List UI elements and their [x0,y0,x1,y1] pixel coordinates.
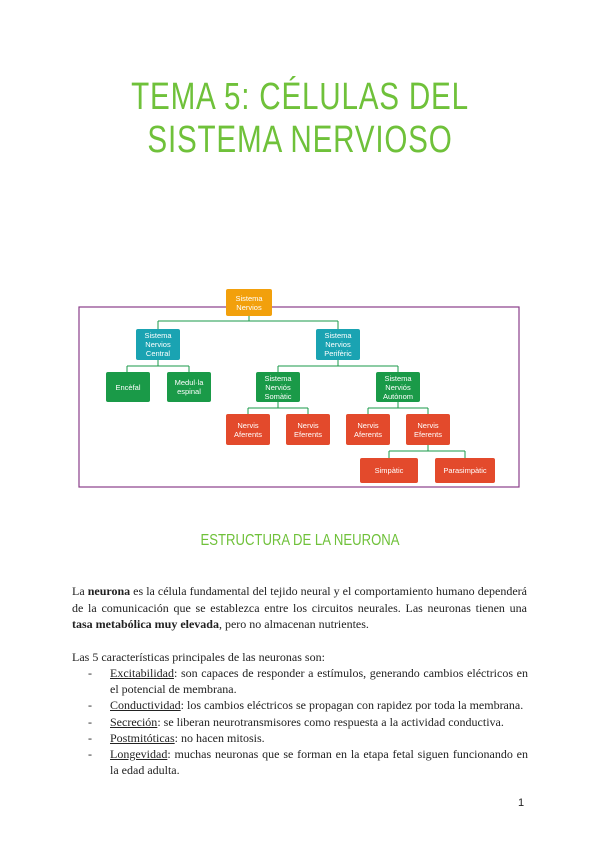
list-item: - Conductividad: los cambios eléctricos se propagan con rapidez por toda la membrana. [88,698,524,713]
node-sistema-nervios: Sistema Nervios [226,289,272,316]
node-sistema-nervios-autonom: Sistema Nerviós Autònom [376,372,420,402]
node-nervis-eferents-autonom: Nervis Eferents [406,414,450,445]
diagram-lines [0,280,600,495]
characteristics-list [72,665,528,778]
node-nervis-aferents-somatic: Nervis Aferents [226,414,270,445]
page-number: 1 [518,797,525,809]
intro-paragraph [72,583,527,633]
node-parasimpatic: Parasimpàtic [435,458,495,483]
node-nervis-aferents-autonom: Nervis Aferents [346,414,390,445]
list-text: : los cambios eléctricos se propagan con rapidez por toda la membrana. [180,698,524,713]
para-text: La [72,584,88,598]
section-heading: ESTRUCTURA DE LA NEURONA [200,532,400,549]
page-title: TEMA 5: CÉLULAS DEL SISTEMA NERVIOSO [131,76,469,161]
list-term: Excitabilidad [110,666,174,680]
para-text: , pero no almacenan nutrientes. [218,617,369,631]
node-sistema-nervios-somatic: Sistema Nerviós Somàtic [256,372,300,402]
node-simpatic: Simpàtic [360,458,418,483]
para-text: es la célula fundamental del tejido neural y el comportamiento humano dependerá de la comunicación que se establezca entre los circuitos neurales. Las neuronas tienen una [72,584,528,615]
node-nervis-eferents-somatic: Nervis Eferents [286,414,330,445]
node-encefal: Encèfal [106,372,150,402]
list-term: Secreción [110,714,158,729]
list-item: - Longevidad: muchas neuronas que se forman en la etapa fetal siguen funcionando en la edad adulta. [88,747,528,778]
nervous-system-diagram [0,280,600,495]
list-item: - Postmitóticas: no hacen mitosis. [88,730,265,745]
node-sistema-nervios-periferic: Sistema Nervios Perifèric [316,329,360,360]
list-text: : muchas neuronas que se forman en la etapa fetal siguen funcionando en la edad adulta. [110,747,528,778]
list-term: Longevidad [110,747,168,762]
list-item: - Excitabilidad: son capaces de responder a estímulos, generando cambios eléctricos en el potencial de membrana. [88,666,528,697]
para-bold-term: neurona [87,584,131,598]
list-text: : se liberan neurotransmisores como respuesta a la actividad conductiva. [157,714,504,729]
para-bold-term: tasa metabólica muy elevada [72,617,219,631]
list-item: - Secreción: se liberan neurotransmisores como respuesta a la actividad conductiva. [88,714,504,729]
list-term: Postmitóticas [110,730,175,745]
characteristics-intro: Las 5 características principales de las neuronas son: [72,650,325,664]
list-text: : son capaces de responder a estímulos, generando cambios eléctricos en el potencial de membrana. [110,666,528,697]
node-sistema-nervios-central: Sistema Nervios Central [136,329,180,360]
list-term: Conductividad [110,698,181,713]
list-text: : no hacen mitosis. [174,730,265,745]
node-medulla-espinal: Medul·la espinal [167,372,211,402]
